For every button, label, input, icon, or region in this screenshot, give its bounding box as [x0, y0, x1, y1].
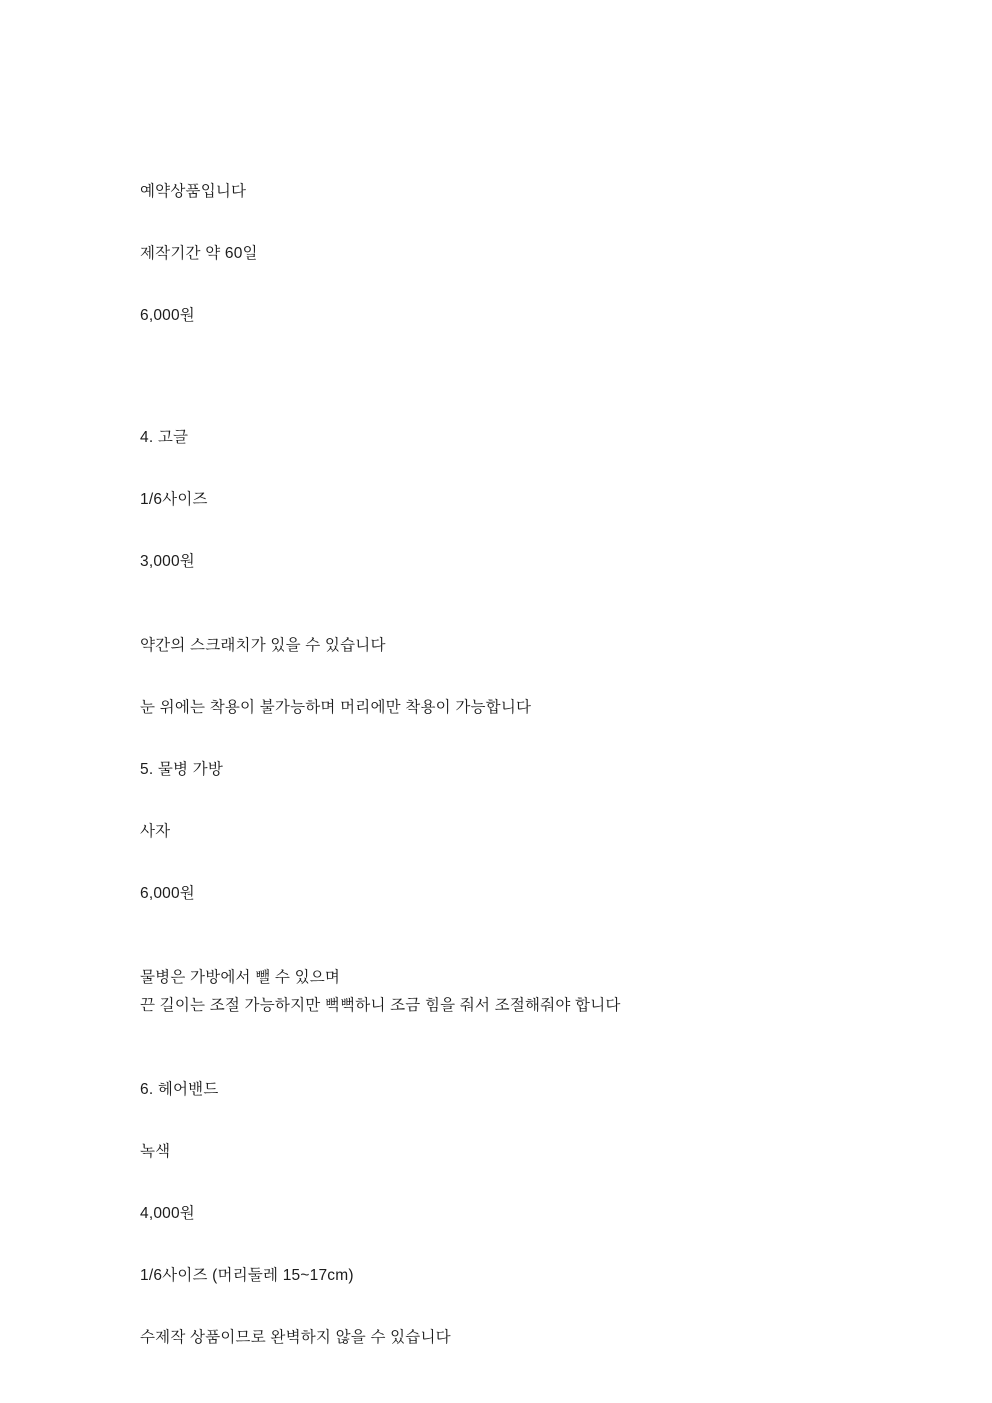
spacer [140, 782, 992, 820]
item-5-note-1-text: 물병은 가방에서 뺄 수 있으며 [140, 969, 341, 987]
item-5-note-block [140, 966, 992, 1018]
item-4-heading-block [140, 426, 992, 450]
item-5-price-text: 6,000원 [140, 885, 195, 903]
item-5-note-2-text: 끈 길이는 조절 가능하지만 뻑뻑하니 조금 힘을 줘서 조절해줘야 합니다 [140, 997, 621, 1015]
item-6-note-text: 수제작 상품이므로 완벽하지 않을 수 있습니다 [140, 1329, 451, 1347]
item-4-note-1-text: 약간의 스크래치가 있을 수 있습니다 [140, 637, 386, 655]
spacer [140, 512, 992, 550]
item-4-price-block [140, 550, 992, 574]
item-4-price-text: 3,000원 [140, 553, 195, 571]
item-4-size-block [140, 488, 992, 512]
production-period-text: 제작기간 약 60일 [140, 245, 258, 263]
spacer [140, 204, 992, 242]
spacer [140, 388, 992, 426]
price-block-a [140, 304, 992, 328]
item-4-size-text: 1/6사이즈 [140, 491, 208, 509]
spacer [140, 1226, 992, 1264]
item-4-note-1-block [140, 634, 992, 658]
price-text-a: 6,000원 [140, 307, 195, 325]
spacer [140, 1102, 992, 1140]
item-6-size-text: 1/6사이즈 (머리둘레 15~17cm) [140, 1267, 354, 1285]
spacer [140, 266, 992, 304]
spacer [140, 1288, 992, 1326]
item-6-price-text: 4,000원 [140, 1205, 195, 1223]
spacer [140, 720, 992, 758]
item-5-heading-block [140, 758, 992, 782]
item-4-note-2-text: 눈 위에는 착용이 불가능하며 머리에만 착용이 가능합니다 [140, 699, 532, 717]
item-5-variant-text: 사자 [140, 823, 171, 841]
item-4-heading-text: 4. 고글 [140, 429, 189, 447]
preorder-notice-text: 예약상품입니다 [140, 183, 247, 200]
spacer [140, 328, 992, 388]
spacer [140, 658, 992, 696]
item-6-size-block [140, 1264, 992, 1288]
production-period-block [140, 242, 992, 266]
item-5-variant-block [140, 820, 992, 844]
spacer [140, 574, 992, 634]
item-5-heading-text: 5. 물병 가방 [140, 761, 224, 779]
preorder-block [140, 180, 992, 204]
item-4-note-2-block [140, 696, 992, 720]
spacer [140, 450, 992, 488]
item-6-heading-text: 6. 헤어밴드 [140, 1081, 219, 1099]
item-5-price-block [140, 882, 992, 906]
item-6-color-text: 녹색 [140, 1143, 171, 1161]
spacer [140, 1018, 992, 1078]
spacer [140, 1164, 992, 1202]
item-6-price-block [140, 1202, 992, 1226]
item-6-heading-block [140, 1078, 992, 1102]
spacer [140, 844, 992, 882]
spacer [140, 906, 992, 966]
item-6-note-block [140, 1326, 992, 1350]
item-6-color-block [140, 1140, 992, 1164]
